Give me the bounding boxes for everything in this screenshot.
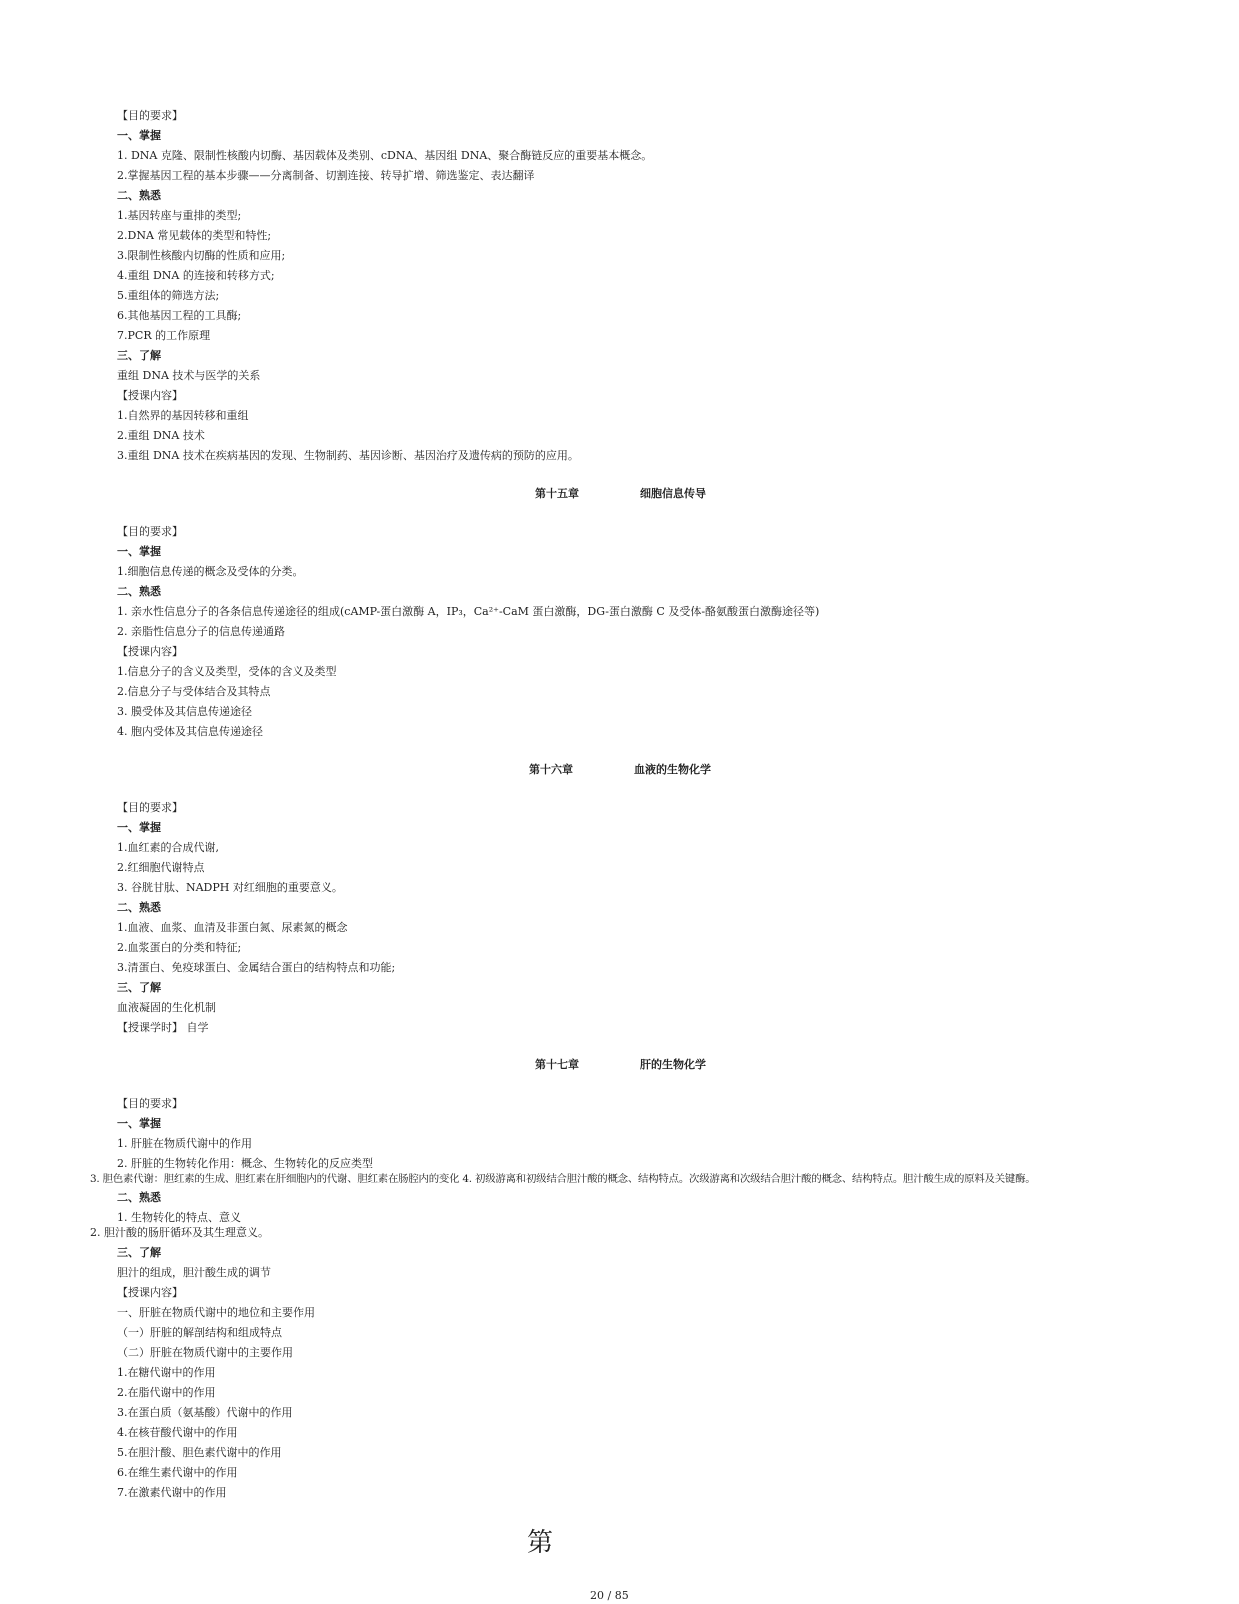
list-item: 3. 胆色素代谢：胆红素的生成、胆红素在肝细胞内的代谢、胆红素在肠腔内的变化 4. 初级游离和初级结合胆汁酸的概念、结构特点。次级游离和次级结合胆汁酸的概念、结构特点。胆汁酸生成的原料及关键酶。	[90, 1173, 1036, 1185]
list-item: 1. 亲水性信息分子的各条信息传递途径的组成(cAMP-蛋白激酶 A，IP₃，Ca²⁺-CaM 蛋白激酶，DG-蛋白激酶 C 及受体-酪氨酸蛋白激酶途径等)	[117, 605, 820, 618]
content-header: 【授课内容】	[117, 645, 183, 658]
list-item: 1. 肝脏在物质代谢中的作用	[117, 1137, 252, 1150]
list-item: 2. 胆汁酸的肠肝循环及其生理意义。	[90, 1226, 269, 1239]
section-master: 一、掌握	[117, 821, 161, 834]
section-master: 一、掌握	[117, 1117, 161, 1130]
list-item: 重组 DNA 技术与医学的关系	[117, 369, 261, 382]
goal-header: 【目的要求】	[117, 525, 183, 538]
list-item: 1. 生物转化的特点、意义	[117, 1211, 241, 1224]
list-item: 3. 膜受体及其信息传递途径	[117, 705, 252, 718]
list-item: 1.基因转座与重排的类型;	[117, 209, 242, 222]
list-item: 2. 肝脏的生物转化作用：概念、生物转化的反应类型	[117, 1157, 373, 1170]
list-item: 1. DNA 克隆、限制性核酸内切酶、基因载体及类别、cDNA、基因组 DNA、聚合酶链反应的重要基本概念。	[117, 149, 653, 162]
list-item: 4.重组 DNA 的连接和转移方式;	[117, 269, 275, 282]
list-item: 胆汁的组成，胆汁酸生成的调节	[117, 1266, 271, 1279]
chapter-number: 第十六章	[529, 763, 573, 776]
list-item: 2.信息分子与受体结合及其特点	[117, 685, 271, 698]
content-header: 【授课内容】	[117, 389, 183, 402]
section-master: 一、掌握	[117, 545, 161, 558]
list-item: 1.自然界的基因转移和重组	[117, 409, 249, 422]
list-item: 3.在蛋白质（氨基酸）代谢中的作用	[117, 1406, 293, 1419]
list-item: 2.红细胞代谢特点	[117, 861, 205, 874]
hours-line: 【授课学时】 自学	[117, 1021, 209, 1034]
chapter-title: 肝的生物化学	[640, 1058, 706, 1071]
list-item: 一、肝脏在物质代谢中的地位和主要作用	[117, 1306, 315, 1319]
list-item: 1.血液、血浆、血清及非蛋白氮、尿素氮的概念	[117, 921, 348, 934]
section-familiar: 二、熟悉	[117, 585, 161, 598]
list-item: 7.PCR 的工作原理	[117, 329, 211, 342]
next-chapter-fragment: 第	[527, 1528, 554, 1558]
page-number: 20 / 85	[590, 1589, 629, 1602]
list-item: 2.在脂代谢中的作用	[117, 1386, 216, 1399]
chapter-title: 细胞信息传导	[640, 487, 706, 500]
section-understand: 三、了解	[117, 349, 161, 362]
section-familiar: 二、熟悉	[117, 189, 161, 202]
section-understand: 三、了解	[117, 981, 161, 994]
list-item: 2.掌握基因工程的基本步骤——分离制备、切割连接、转导扩增、筛选鉴定、表达翻译	[117, 169, 535, 182]
list-item: 2.重组 DNA 技术	[117, 429, 205, 442]
list-item: 3.限制性核酸内切酶的性质和应用;	[117, 249, 286, 262]
list-item: 5.在胆汁酸、胆色素代谢中的作用	[117, 1446, 282, 1459]
goal-header: 【目的要求】	[117, 1097, 183, 1110]
list-item: 6.在维生素代谢中的作用	[117, 1466, 238, 1479]
list-item: 4. 胞内受体及其信息传递途径	[117, 725, 263, 738]
section-master: 一、掌握	[117, 129, 161, 142]
chapter-number: 第十五章	[535, 487, 579, 500]
list-item: 6.其他基因工程的工具酶;	[117, 309, 242, 322]
list-item: 1.血红素的合成代谢,	[117, 841, 219, 854]
list-item: 血液凝固的生化机制	[117, 1001, 216, 1014]
list-item: （一）肝脏的解剖结构和组成特点	[117, 1326, 282, 1339]
list-item: 2.血浆蛋白的分类和特征;	[117, 941, 242, 954]
goal-header: 【目的要求】	[117, 801, 183, 814]
list-item: 1.在糖代谢中的作用	[117, 1366, 216, 1379]
list-item: 5.重组体的筛选方法;	[117, 289, 220, 302]
chapter-number: 第十七章	[535, 1058, 579, 1071]
list-item: 7.在激素代谢中的作用	[117, 1486, 227, 1499]
list-item: 4.在核苷酸代谢中的作用	[117, 1426, 238, 1439]
list-item: 2.DNA 常见载体的类型和特性;	[117, 229, 272, 242]
list-item: 3.清蛋白、免疫球蛋白、金属结合蛋白的结构特点和功能;	[117, 961, 396, 974]
section-understand: 三、了解	[117, 1246, 161, 1259]
goal-header: 【目的要求】	[117, 109, 183, 122]
list-item: 1.信息分子的含义及类型，受体的含义及类型	[117, 665, 337, 678]
list-item: 2. 亲脂性信息分子的信息传递通路	[117, 625, 285, 638]
content-header: 【授课内容】	[117, 1286, 183, 1299]
list-item: （二）肝脏在物质代谢中的主要作用	[117, 1346, 293, 1359]
list-item: 3. 谷胱甘肽、NADPH 对红细胞的重要意义。	[117, 881, 343, 894]
list-item: 1.细胞信息传递的概念及受体的分类。	[117, 565, 304, 578]
list-item: 3.重组 DNA 技术在疾病基因的发现、生物制药、基因诊断、基因治疗及遗传病的预防的应用。	[117, 449, 579, 462]
section-familiar: 二、熟悉	[117, 1191, 161, 1204]
section-familiar: 二、熟悉	[117, 901, 161, 914]
chapter-title: 血液的生物化学	[634, 763, 711, 776]
